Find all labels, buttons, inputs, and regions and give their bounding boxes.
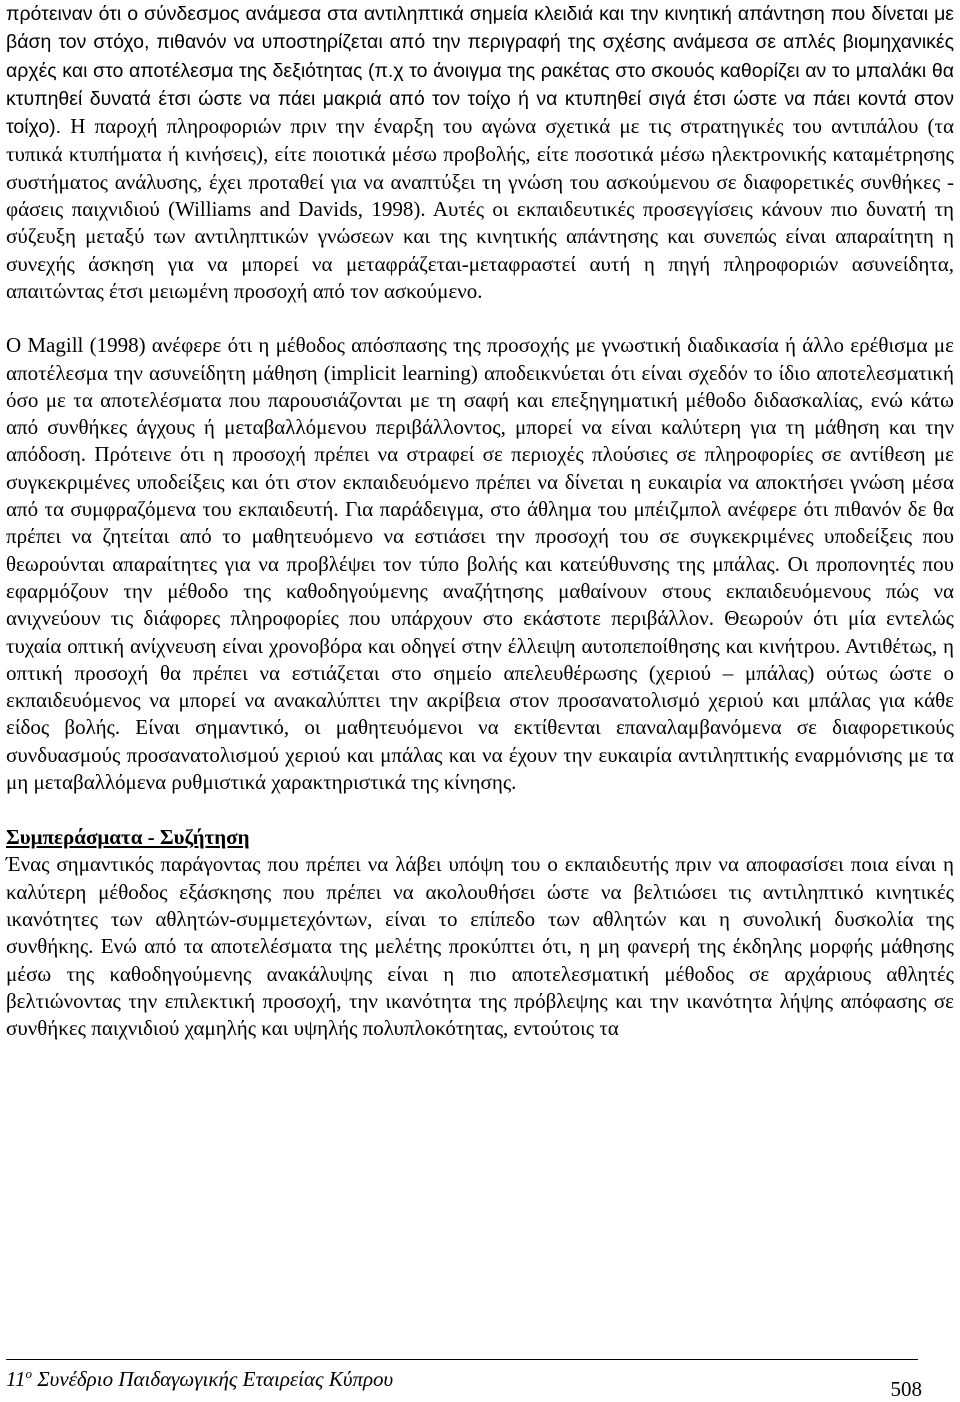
paragraph-2: Ο Magill (1998) ανέφερε ότι η μέθοδος απόσπασης της προσοχής με γνωστική διαδικασία ή άλλο ερέθισμα με αποτέλεσμα την ασυνείδητη μάθηση (implicit learning) αποδεικνύεται ότι είναι σχεδόν το ίδιο αποτελεσματική όσο με τα αποτελέσματα που παρουσιάζονται με τη σαφή και επεξηγηματική μέθοδο διδασκαλίας, ενώ κάτω από συνθήκες άγχους ή μεταβαλλόμενου περιβάλλοντος, μπορεί να είναι καλύτερη για τη μάθηση και την απόδοση. Πρότεινε ότι η προσοχή πρέπει να στραφεί σε περιοχές πλούσιες σε πληροφορίες σε αντίθεση με συγκεκριμένες υποδείξεις και ότι στον εκπαιδευόμενο πρέπει να δίνεται η ευκαιρία να αποκτήσει γνώση μέσα από τα συμφραζόμενα του εκπαιδευτή. Για παράδειγμα, στο άθλημα του μπέιζμπολ ανέφερε ότι πιθανόν δε θα πρέπει να ζητείται από το μαθητευόμενο να εστιάσει την προσοχή του σε συγκεκριμένες υποδείξεις που θεωρούνται απαραίτητες για να προβλέψει τον τύπο βολής και κατεύθυνσης της μπάλας. Οι προπονητές που εφαρμόζουν την μέθοδο της καθοδηγούμενης αναζήτησης μαθαίνουν στους εκπαιδευόμενους πώς να ανιχνεύουν τις διάφορες πληροφορίες που υπάρχουν στο εκάστοτε περιβάλλον. Θεωρούν ότι μία εντελώς τυχαία οπτική ανίχνευση είναι χρονοβόρα και οδηγεί στην έλλειψη αυτοπεποίθησης και κινήτρου. Αντιθέτως, η οπτική προσοχή θα πρέπει να εστιάζεται στο σημείο απελευθέρωσης (χεριού – μπάλας) ούτως ώστε ο εκπαιδευόμενος να μπορεί να ανακαλύπτει την ακρίβεια στον προσανατολισμό χεριού και μπάλας για κάθε είδος βολής. Είναι σημαντικό, οι μαθητευόμενοι να εκτίθενται επαναλαμβανόμενα σε διαφορετικούς συνδυασμούς προσανατολισμού χεριού και μπάλας και να έχουν την ευκαιρία αντιληπτικής εναρμόνισης με τα μη μεταβαλλόμενα ρυθμιστικά χαρακτηριστικά της κίνησης. <box>6 333 954 795</box>
page-number: 508 <box>890 1377 922 1401</box>
paragraph-1 <box>6 0 954 305</box>
paragraph-3: Ένας σημαντικός παράγοντας που πρέπει να λάβει υπόψη του ο εκπαιδευτής πριν να αποφασίσει ποια είναι η καλύτερη μέθοδος εξάσκησης που πρέπει να ακολουθήσει ώστε να βελτιώσει τις αντιληπτικό κινητικές ικανότητες των αθλητών-συμμετεχόντων, είναι το επίπεδο των αθλητών και η συνολική δυσκολία της συνθήκης. Ενώ από τα αποτελέσματα της μελέτης προκύπτει ότι, η μη φανερή της έκδηλης μορφής μάθησης μέσω της καθοδηγούμενης ανακάλυψης είναι η πιο αποτελεσματική μέθοδος σε αρχάριους αθλητές βελτιώνοντας την επιλεκτική προσοχή, την ικανότητα της πρόβλεψης και την ικανότητα λήψης απόφασης σε συνθήκες παιχνιδιού χαμηλής και υψηλής πολυπλοκότητας, εντούτοις τα <box>6 852 954 1041</box>
paragraph-1-sans-text: πρότειναν ότι ο σύνδεσμος ανάμεσα στα αντιληπτικά σημεία κλειδιά και την κινητική απάντηση που δίνεται με βάση τον στόχο, πιθανόν να υποστηρίζεται από την περιγραφή της σχέσης ανάμεσα σε απλές βιομηχανικές αρχές και στο αποτέλεσμα της δεξιότητας (π.χ το άνοιγμα της ρακέτας στο σκουός καθορίζει αν το μπαλάκι θα κτυπηθεί δυνατά έτσι ώστε να πάει μακριά από τον τοίχο ή να κτυπηθεί σιγά έτσι ώστε να πάει κοντά στον τοίχο). <box>6 3 954 139</box>
footer-conference-name: Συνέδριο Παιδαγωγικής Εταιρείας Κύπρου <box>31 1367 394 1391</box>
document-body <box>6 0 954 1042</box>
footer-conference-title <box>6 1366 393 1392</box>
section-heading-conclusions: Συμπεράσματα - Συζήτηση <box>6 825 250 850</box>
paragraph-gap <box>6 305 954 332</box>
footer-rule <box>6 1359 918 1360</box>
footer-ordinal-superscript: ο <box>25 1366 32 1381</box>
paragraph-gap <box>6 796 954 823</box>
footer-ordinal: 11 <box>6 1367 26 1391</box>
paragraph-1-serif-text: Η παροχή πληροφοριών πριν την έναρξη του αγώνα σχετικά με τις στρατηγικές του αντιπάλου (τα τυπικά κτυπήματα ή κινήσεις), είτε ποιοτικά μέσω προβολής, είτε ποσοτικά μέσω ηλεκτρονικής καταμέτρησης συστήματος ανάλυσης, έχει προταθεί για να αναπτύξει τη γνώση του ασκούμενου σε διαφορετικές συνθήκες - φάσεις παιχνιδιού (Williams and Davids, 1998). Αυτές οι εκπαιδευτικές προσεγγίσεις κάνουν πιο δυνατή τη σύζευξη μεταξύ των αντιληπτικών γνώσεων και της κινητικής απάντησης και συνεπώς είναι απαραίτητη η συνεχής άσκηση για να μπορεί να μεταφράζεται-μεταφραστεί αυτή η πηγή πληροφοριών ασυνείδητα, απαιτώντας έτσι μειωμένη προσοχή από τον ασκούμενο. <box>6 114 954 303</box>
